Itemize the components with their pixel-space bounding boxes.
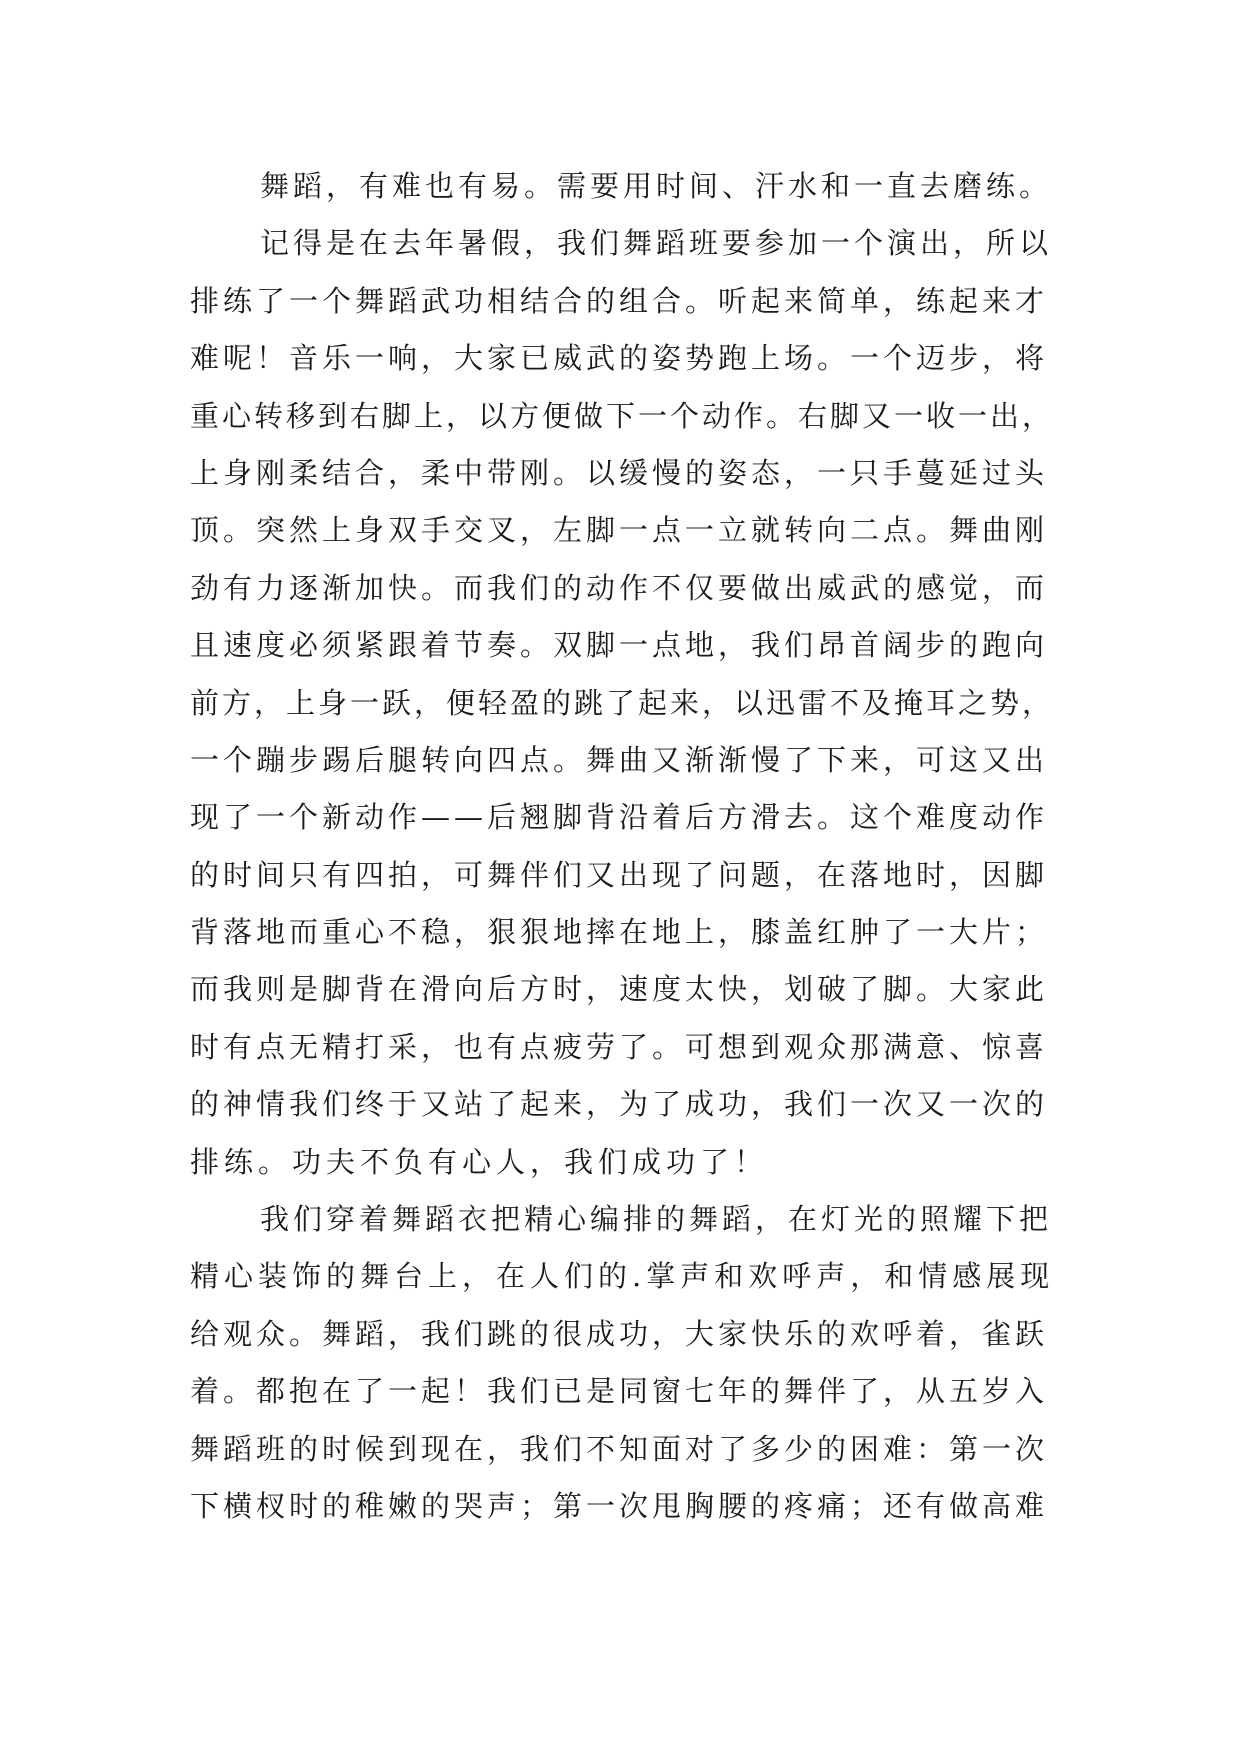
text-line: 重心转移到右脚上，以方便做下一个动作。右脚又一收一出， xyxy=(190,398,1055,433)
text-line: 精心装饰的舞台上，在人们的.掌声和欢呼声，和情感展现 xyxy=(190,1259,1055,1294)
text-line: 现了一个新动作——后翘脚背沿着后方滑去。这个难度动作 xyxy=(190,800,1049,835)
text-line: 舞蹈，有难也有易。需要用时间、汗水和一直去磨练。 xyxy=(260,169,1053,203)
text-line: 给观众。舞蹈，我们跳的很成功，大家快乐的欢呼着，雀跃 xyxy=(190,1316,1049,1351)
text-line: 时有点无精打采，也有点疲劳了。可想到观众那满意、惊喜 xyxy=(190,1029,1049,1064)
text-line: 背落地而重心不稳，狠狠地摔在地上，膝盖红肿了一大片； xyxy=(190,915,1049,950)
text-line: 记得是在去年暑假，我们舞蹈班要参加一个演出，所以 xyxy=(260,226,1053,261)
text-line: 排练。功夫不负有心人，我们成功了！ xyxy=(190,1144,769,1179)
text-line: 我们穿着舞蹈衣把精心编排的舞蹈，在灯光的照耀下把 xyxy=(260,1202,1053,1237)
text-line: 劲有力逐渐加快。而我们的动作不仅要做出威武的感觉，而 xyxy=(190,570,1049,605)
text-line: 下横杈时的稚嫩的哭声；第一次甩胸腰的疼痛；还有做高难 xyxy=(190,1488,1049,1523)
body-text xyxy=(190,158,1058,1535)
text-line: 舞蹈班的时候到现在，我们不知面对了多少的困难：第一次 xyxy=(190,1431,1049,1466)
text-line: 难呢！音乐一响，大家已威武的姿势跑上场。一个迈步，将 xyxy=(190,341,1049,376)
text-line: 而我则是脚背在滑向后方时，速度太快，划破了脚。大家此 xyxy=(190,972,1049,1007)
text-line: 前方，上身一跃，便轻盈的跳了起来，以迅雷不及掩耳之势， xyxy=(190,685,1055,720)
text-line: 顶。突然上身双手交叉，左脚一点一立就转向二点。舞曲刚 xyxy=(190,513,1049,548)
text-line: 的时间只有四拍，可舞伴们又出现了问题，在落地时，因脚 xyxy=(190,857,1049,892)
text-line: 一个蹦步踢后腿转向四点。舞曲又渐渐慢了下来，可这又出 xyxy=(190,742,1049,777)
text-line: 且速度必须紧跟着节奏。双脚一点地，我们昂首阔步的跑向 xyxy=(190,628,1049,663)
text-line: 排练了一个舞蹈武功相结合的组合。听起来简单，练起来才 xyxy=(190,283,1049,318)
text-line: 上身刚柔结合，柔中带刚。以缓慢的姿态，一只手蔓延过头 xyxy=(190,455,1049,490)
text-line: 着。都抱在了一起！我们已是同窗七年的舞伴了，从五岁入 xyxy=(190,1374,1049,1409)
text-line: 的神情我们终于又站了起来，为了成功，我们一次又一次的 xyxy=(190,1087,1049,1122)
